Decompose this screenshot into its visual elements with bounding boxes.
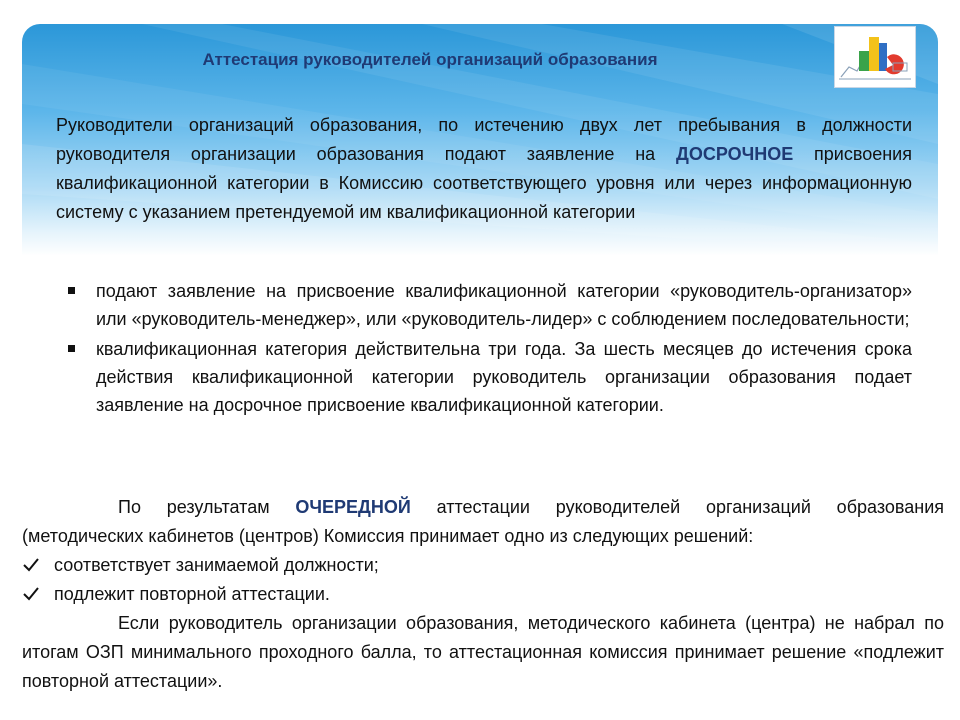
- bullet-text: подают заявление на присвоение квалификационной категории «руководитель-организатор» или «руководитель-менеджер», или «руководитель-лидер» с соблюдением последовательности;: [96, 281, 912, 329]
- checkmark-icon: [22, 586, 40, 602]
- closing-paragraph: Если руководитель организации образования, методического кабинета (центра) не набрал по итогам ОЗП минимального проходного балла, то аттестационная комиссия принимает решение «подлежит повторной аттестации».: [22, 613, 944, 691]
- square-bullet-icon: [68, 287, 75, 294]
- bullet-text: квалификационная категория действительна три года. За шесть месяцев до истечения срока действия квалификационной категории руководитель организации образования подает заявление на досрочное присвоение квалификационной категории.: [96, 339, 912, 415]
- checkmark-icon: [22, 557, 40, 573]
- decision-text: соответствует занимаемой должности;: [54, 555, 379, 575]
- list-item: [62, 335, 912, 419]
- intro-paragraph: [56, 111, 912, 227]
- intro-emphasis: ДОСРОЧНОЕ: [676, 144, 794, 164]
- chart-logo-icon: [834, 26, 916, 88]
- decision-text: подлежит повторной аттестации.: [54, 584, 330, 604]
- page-title: Аттестация руководителей организаций образования: [202, 50, 658, 69]
- regular-text-after: аттестации руководителей организаций образования (методических кабинетов (центров) Комиссия принимает одно из следующих решений:: [22, 497, 944, 546]
- regular-paragraph: [22, 493, 944, 551]
- list-item: [22, 580, 944, 609]
- regular-attestation-section: [22, 493, 944, 696]
- decision-list: [22, 551, 944, 609]
- intro-text-after: присвоения квалификационной категории в Комиссию соответствующего уровня или через информационную систему с указанием претендуемой им квалификационной категории: [56, 144, 912, 222]
- bullet-list: [62, 277, 912, 421]
- regular-text-before: По результатам: [118, 497, 296, 517]
- list-item: [62, 277, 912, 333]
- list-item: [22, 551, 944, 580]
- square-bullet-icon: [68, 345, 75, 352]
- intro-text-before: Руководители организаций образования, по истечению двух лет пребывания в должности руководителя организации образования подают заявление на: [56, 115, 912, 164]
- regular-emphasis: ОЧЕРЕДНОЙ: [295, 497, 411, 517]
